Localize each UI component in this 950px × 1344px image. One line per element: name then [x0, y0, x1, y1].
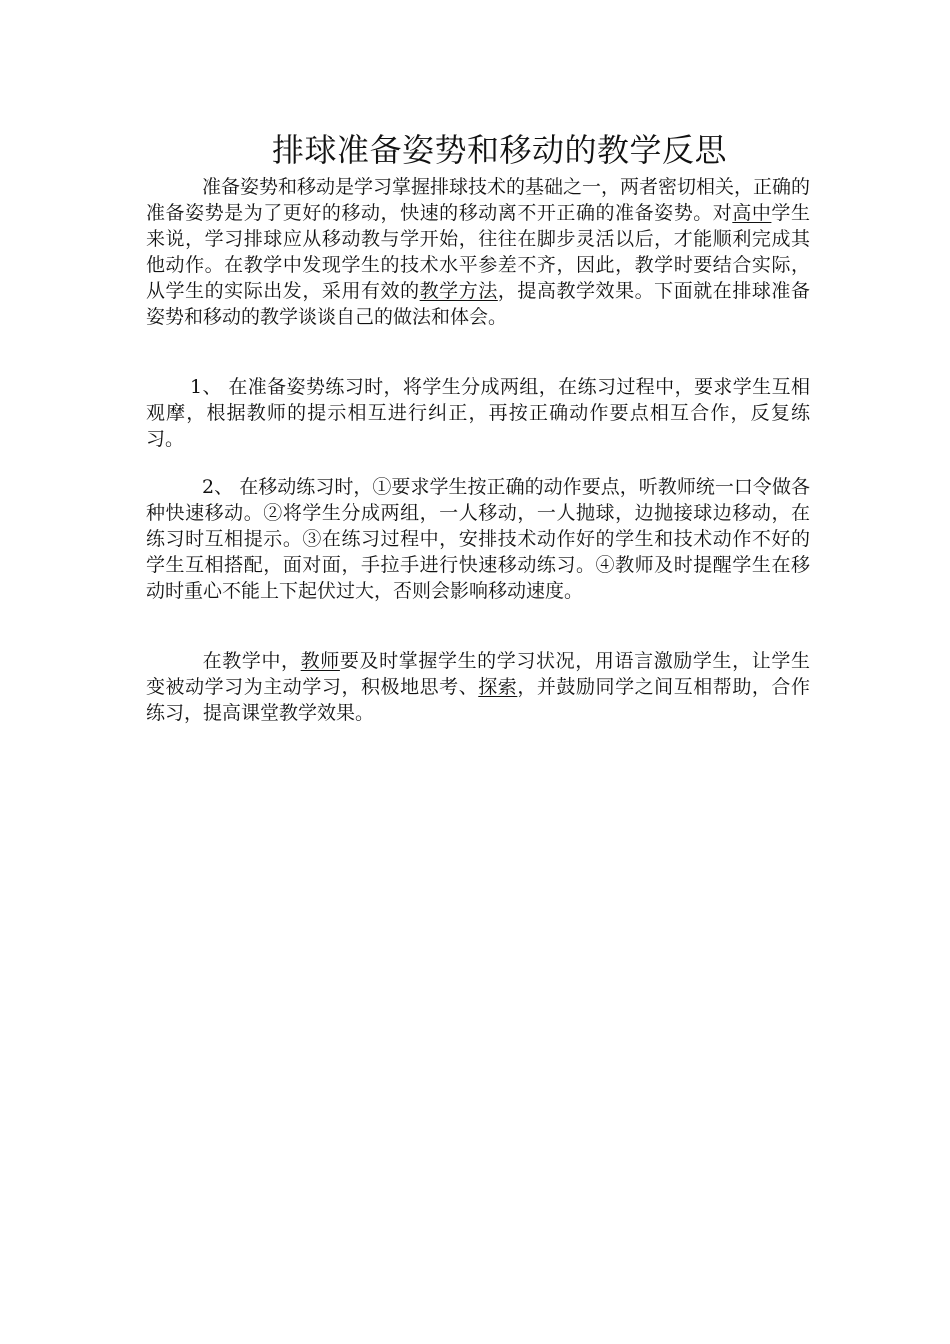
page-title: 排球准备姿势和移动的教学反思 [272, 131, 728, 169]
paragraph-text: 要及时掌握学生的学习状况，用语言激励学生，让学生变被动学习为主动学习，积极地思考、 [146, 650, 810, 698]
link-high-school[interactable]: 高中 [732, 202, 772, 224]
link-teaching-method[interactable]: 教学方法 [419, 280, 498, 302]
paragraph-text: 准备姿势和移动是学习掌握排球技术的基础之一，两者密切相关，正确的准备姿势是为了更好的移动，快速的移动离不开正确的准备姿势。对 [146, 176, 811, 224]
paragraph-text: 1、 在准备姿势练习时，将学生分成两组，在练习过程中，要求学生互相观摩，根据教师的提示相互进行纠正，再按正确动作要点相互合作，反复练习。 [146, 376, 810, 450]
paragraph-text: 在教学中， [202, 650, 301, 672]
link-teacher[interactable]: 教师 [300, 650, 340, 672]
paragraph-text: 2、 在移动练习时，①要求学生按正确的动作要点，听教师统一口令做各种快速移动。②将学生分成两组，一人移动，一人抛球，边抛接球边移动，在练习时互相提示。③在练习过程中，安排技术动作好的学生和技术动作不好的学生互相搭配，面对面，手拉手进行快速移动练习。④教师及时提醒学生在移动时重心不能上下起伏过大，否则会影响移动速度。 [146, 476, 810, 602]
paragraph-conclusion [146, 648, 810, 726]
paragraph-text: 学生来说，学习排球应从移动教与学开始，往往在脚步灵活以后，才能顺利完成其他动作。在教学中发现学生的技术水平参差不齐，因此，教学时要结合实际，从学生的实际出发，采用有效的 [146, 202, 810, 302]
link-explore[interactable]: 探索 [478, 676, 518, 698]
paragraph-text: ，并鼓励同学之间互相帮助，合作练习，提高课堂教学效果。 [146, 676, 810, 724]
paragraph-text: ，提高教学效果。下面就在排球准备姿势和移动的教学谈谈自己的做法和体会。 [146, 280, 810, 328]
paragraph-point-2 [146, 474, 810, 604]
paragraph-intro [146, 174, 810, 330]
paragraph-point-1 [146, 374, 810, 452]
